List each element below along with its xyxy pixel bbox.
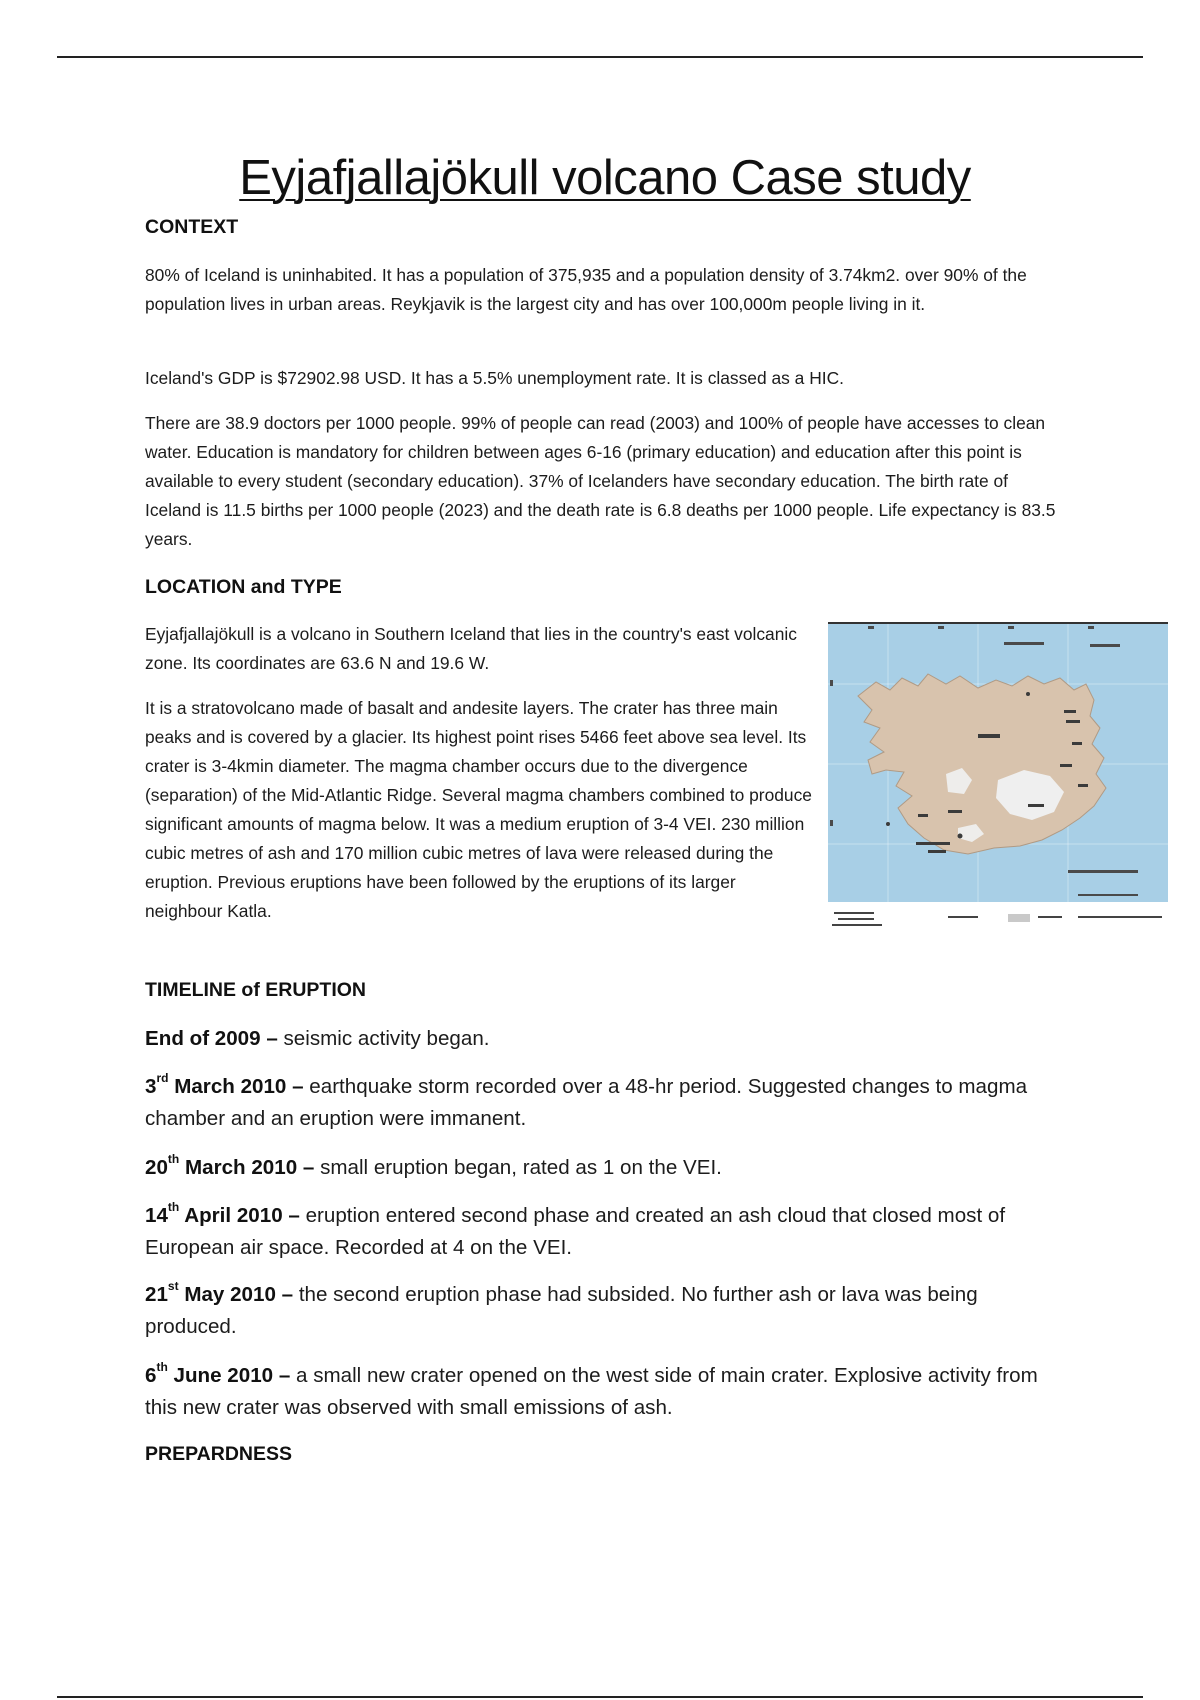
timeline-text: earthquake storm recorded over a 48-hr period. Suggested changes to magma chamber and an eruption were immanent.: [145, 1075, 1028, 1130]
timeline-text: the second eruption phase had subsided. No further ash or lava was being produced.: [145, 1283, 978, 1338]
top-rule: [57, 56, 1143, 58]
timeline-item: [145, 1071, 1065, 1135]
timeline-date: 21st May 2010 –: [145, 1279, 299, 1306]
timeline-date: 6th June 2010 –: [145, 1360, 297, 1387]
timeline-item: [145, 1023, 1065, 1055]
map-legend-strip: [828, 902, 1168, 936]
timeline-text: a small new crater opened on the west side of main crater. Explosive activity from this new crater was observed with small emissions of ash.: [145, 1364, 1038, 1419]
location-paragraph-1: Eyjafjallajökull is a volcano in Southern Iceland that lies in the country's east volcanic zone. Its coordinates are 63.6 N and 19.6 W.: [145, 624, 797, 673]
timeline-date: 20th March 2010 –: [145, 1152, 321, 1179]
timeline-date: End of 2009 –: [145, 1027, 284, 1050]
timeline-item: [145, 1152, 1065, 1184]
context-paragraph-3: There are 38.9 doctors per 1000 people. 99% of people can read (2003) and 100% of people have accesses to clean water. Education is mandatory for children between ages 6-16 (primary education) and education after this point is available to every student (secondary education). 37% of Icelanders have secondary education. The birth rate of Iceland is 11.5 births per 1000 people (2023) and the death rate is 6.8 deaths per 1000 people. Life expectancy is 83.5 years.: [145, 413, 1056, 549]
heading-preparedness: PREPARDNESS: [145, 1443, 293, 1465]
timeline-item: [145, 1360, 1065, 1424]
timeline-date: 3rd March 2010 –: [145, 1071, 310, 1098]
heading-timeline: TIMELINE of ERUPTION: [145, 979, 366, 1001]
timeline-text: eruption entered second phase and created an ash cloud that closed most of European air space. Recorded at 4 on the VEI.: [145, 1204, 1006, 1259]
bottom-rule: [57, 1696, 1143, 1698]
timeline-text: small eruption began, rated as 1 on the VEI.: [320, 1156, 722, 1179]
context-paragraph-2: Iceland's GDP is $72902.98 USD. It has a 5.5% unemployment rate. It is classed as a HIC.: [145, 368, 844, 388]
heading-location: LOCATION and TYPE: [145, 576, 342, 598]
timeline-date: 14th April 2010 –: [145, 1200, 306, 1227]
document-title: [145, 150, 1065, 206]
location-paragraph-2: It is a stratovolcano made of basalt and andesite layers. The crater has three main peaks and is covered by a glacier. Its highest point rises 5466 feet above sea level. Its crater is 3-4kmin diameter. The magma chamber occurs due to the divergence (separation) of the Mid-Atlantic Ridge. Several magma chambers combined to produce significant amounts of magma below. It was a medium eruption of 3-4 VEI. 230 million cubic metres of ash and 170 million cubic metres of lava were released during the eruption. Previous eruptions have been followed by the eruptions of its larger neighbour Katla.: [145, 698, 812, 921]
heading-context: CONTEXT: [145, 216, 239, 238]
timeline-item: [145, 1279, 1065, 1343]
iceland-map-svg: [828, 624, 1168, 936]
title-text: Eyjafjallajökull volcano Case study: [239, 151, 971, 205]
iceland-map-image: [828, 622, 1168, 936]
context-paragraph-1: 80% of Iceland is uninhabited. It has a population of 375,935 and a population density of 3.74km2. over 90% of the population lives in urban areas. Reykjavik is the largest city and has over 100,000m people living in it.: [145, 265, 1027, 314]
timeline-text: seismic activity began.: [283, 1027, 490, 1050]
timeline-item: [145, 1200, 1065, 1264]
